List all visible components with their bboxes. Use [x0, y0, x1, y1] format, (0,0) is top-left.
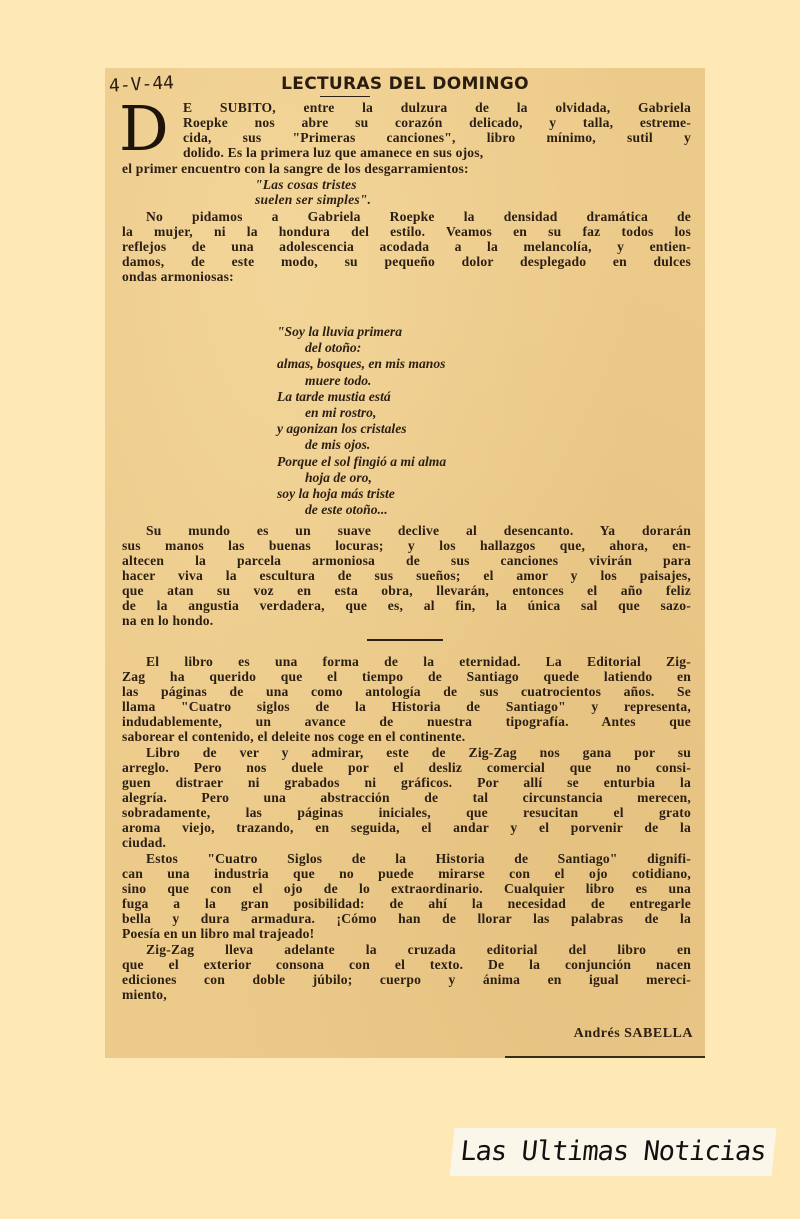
poem-line: "Soy la lluvia primera: [277, 324, 402, 339]
text-line: saborear el contenido, el deleite nos coge en el continente.: [122, 729, 466, 744]
text-line: hacer viva la escultura de sus sueños; el amor y los paisajes,: [122, 568, 691, 583]
text-line: damos, de este modo, su pequeño dolor desplegado en dulces: [122, 254, 691, 269]
text-line: el primer encuentro con la sangre de los desgarramientos:: [122, 161, 469, 176]
text-line: altecen la parcela armoniosa de sus canciones vivirán para: [122, 553, 691, 568]
paragraph-3: [122, 523, 691, 628]
handwritten-date: 4-V-44: [108, 72, 175, 97]
text-line: Estos "Cuatro Siglos de la Historia de Santiago" dignifi-: [146, 851, 691, 866]
paragraph-4: [122, 654, 691, 744]
text-line: sino que con el ojo de lo extraordinario. Cualquier libro es una: [122, 881, 691, 896]
text-line: llama "Cuatro siglos de la Historia de Santiago" y representa,: [122, 699, 691, 714]
text-line: Zig-Zag lleva adelante la cruzada editorial del libro en: [146, 942, 691, 957]
text-line: Poesía en un libro mal trajeado!: [122, 926, 315, 941]
text-line: que el exterior consona con el texto. De la conjunción nacen: [122, 957, 691, 972]
poem-line: de este otoño...: [305, 502, 388, 518]
text-line: E SUBITO, entre la dulzura de la olvidada, Gabriela: [183, 100, 691, 115]
quote: [255, 177, 555, 207]
text-line: las páginas de una como antología de sus cuatrocientos años. Se: [122, 684, 691, 699]
text-line: ediciones con doble júbilo; cuerpo y ánima en igual mereci-: [122, 972, 691, 987]
paragraph-1-end: [122, 161, 691, 176]
text-line: ciudad.: [122, 835, 167, 850]
newspaper-clipping: [105, 68, 705, 1058]
text-line: "Las cosas tristes: [255, 177, 357, 192]
text-line: de la angustia verdadera, que es, al fin, la única sal que sazo-: [122, 598, 691, 613]
poem-line: La tarde mustia está: [277, 388, 391, 404]
text-line: alegría. Pero una abstracción de tal circunstancia merecen,: [122, 790, 691, 805]
text-line: miento,: [122, 987, 167, 1002]
drop-cap: D: [119, 92, 169, 165]
article-title: LECTURAS DEL DOMINGO: [281, 74, 529, 94]
poem-line: almas, bosques, en mis manos: [277, 356, 446, 372]
poem-line: y agonizan los cristales: [277, 421, 407, 437]
text-line: fuga a la gran posibilidad: de ahí la necesidad de entregarle: [122, 896, 691, 911]
text-line: na en lo hondo.: [122, 613, 214, 628]
text-line: reflejos de una adolescencia acodada a la melancolía, y entien-: [122, 239, 691, 254]
section-rule: [367, 639, 443, 641]
poem-line: muere todo.: [305, 372, 372, 388]
text-line: sus manos las buenas locuras; y los hallazgos que, ahora, en-: [122, 538, 691, 553]
text-line: El libro es una forma de la eternidad. La Editorial Zig-: [146, 654, 691, 669]
text-line: indudablemente, un avance de nuestra tipografía. Antes que: [122, 714, 691, 729]
text-line: Su mundo es un suave declive al desencanto. Ya dorarán: [146, 523, 691, 538]
text-line: Roepke nos abre su corazón delicado, y talla, estreme-: [183, 115, 691, 130]
text-line: guen distraer ni grabados ni gráficos. Por allí se enturbia la: [122, 775, 691, 790]
poem-line: de mis ojos.: [305, 437, 371, 453]
bottom-rule: [505, 1056, 705, 1058]
poem-line: soy la hoja más triste: [277, 485, 395, 501]
text-line: ondas armoniosas:: [122, 269, 234, 284]
text-line: can una industria que no puede mirarse con el ojo cotidiano,: [122, 866, 691, 881]
text-line: cida, sus "Primeras canciones", libro mínimo, sutil y: [183, 130, 691, 145]
text-line: Libro de ver y admirar, este de Zig-Zag nos gana por su: [146, 745, 691, 760]
paragraph-6: [122, 851, 691, 941]
poem: [277, 324, 446, 518]
title-rule: [320, 96, 370, 97]
text-line: dolido. Es la primera luz que amanece en sus ojos,: [183, 145, 484, 160]
text-line: arreglo. Pero nos duele por el desliz comercial que no consi-: [122, 760, 691, 775]
text-line: la mujer, ni la hondura del estilo. Veamos en su faz todos los: [122, 224, 691, 239]
poem-line: del otoño:: [305, 340, 362, 356]
text-line: sobradamente, las páginas iniciales, que resucitan el grato: [122, 805, 691, 820]
text-line: suelen ser simples".: [255, 192, 372, 207]
poem-line: hoja de oro,: [305, 469, 372, 485]
text-line: No pidamos a Gabriela Roepke la densidad dramática de: [146, 209, 691, 224]
poem-line: en mi rostro,: [305, 404, 377, 420]
paragraph-2: [122, 209, 691, 284]
poem-line: Porque el sol fingió a mi alma: [277, 453, 447, 469]
newspaper-name-handwritten: Las Ultimas Noticias: [449, 1128, 776, 1176]
paragraph-7: [122, 942, 691, 1002]
text-line: bella y dura armadura. ¡Cómo han de llorar las palabras de la: [122, 911, 691, 926]
paragraph-5: [122, 745, 691, 850]
text-line: que atan su voz en esta obra, llevarán, entonces el año feliz: [122, 583, 691, 598]
paragraph-1-opening: [183, 100, 691, 160]
author-signature: Andrés SABELLA: [573, 1026, 693, 1041]
text-line: Zag ha querido que el tiempo de Santiago quede latiendo en: [122, 669, 691, 684]
text-line: aroma viejo, trazando, en seguida, el andar y el porvenir de la: [122, 820, 691, 835]
